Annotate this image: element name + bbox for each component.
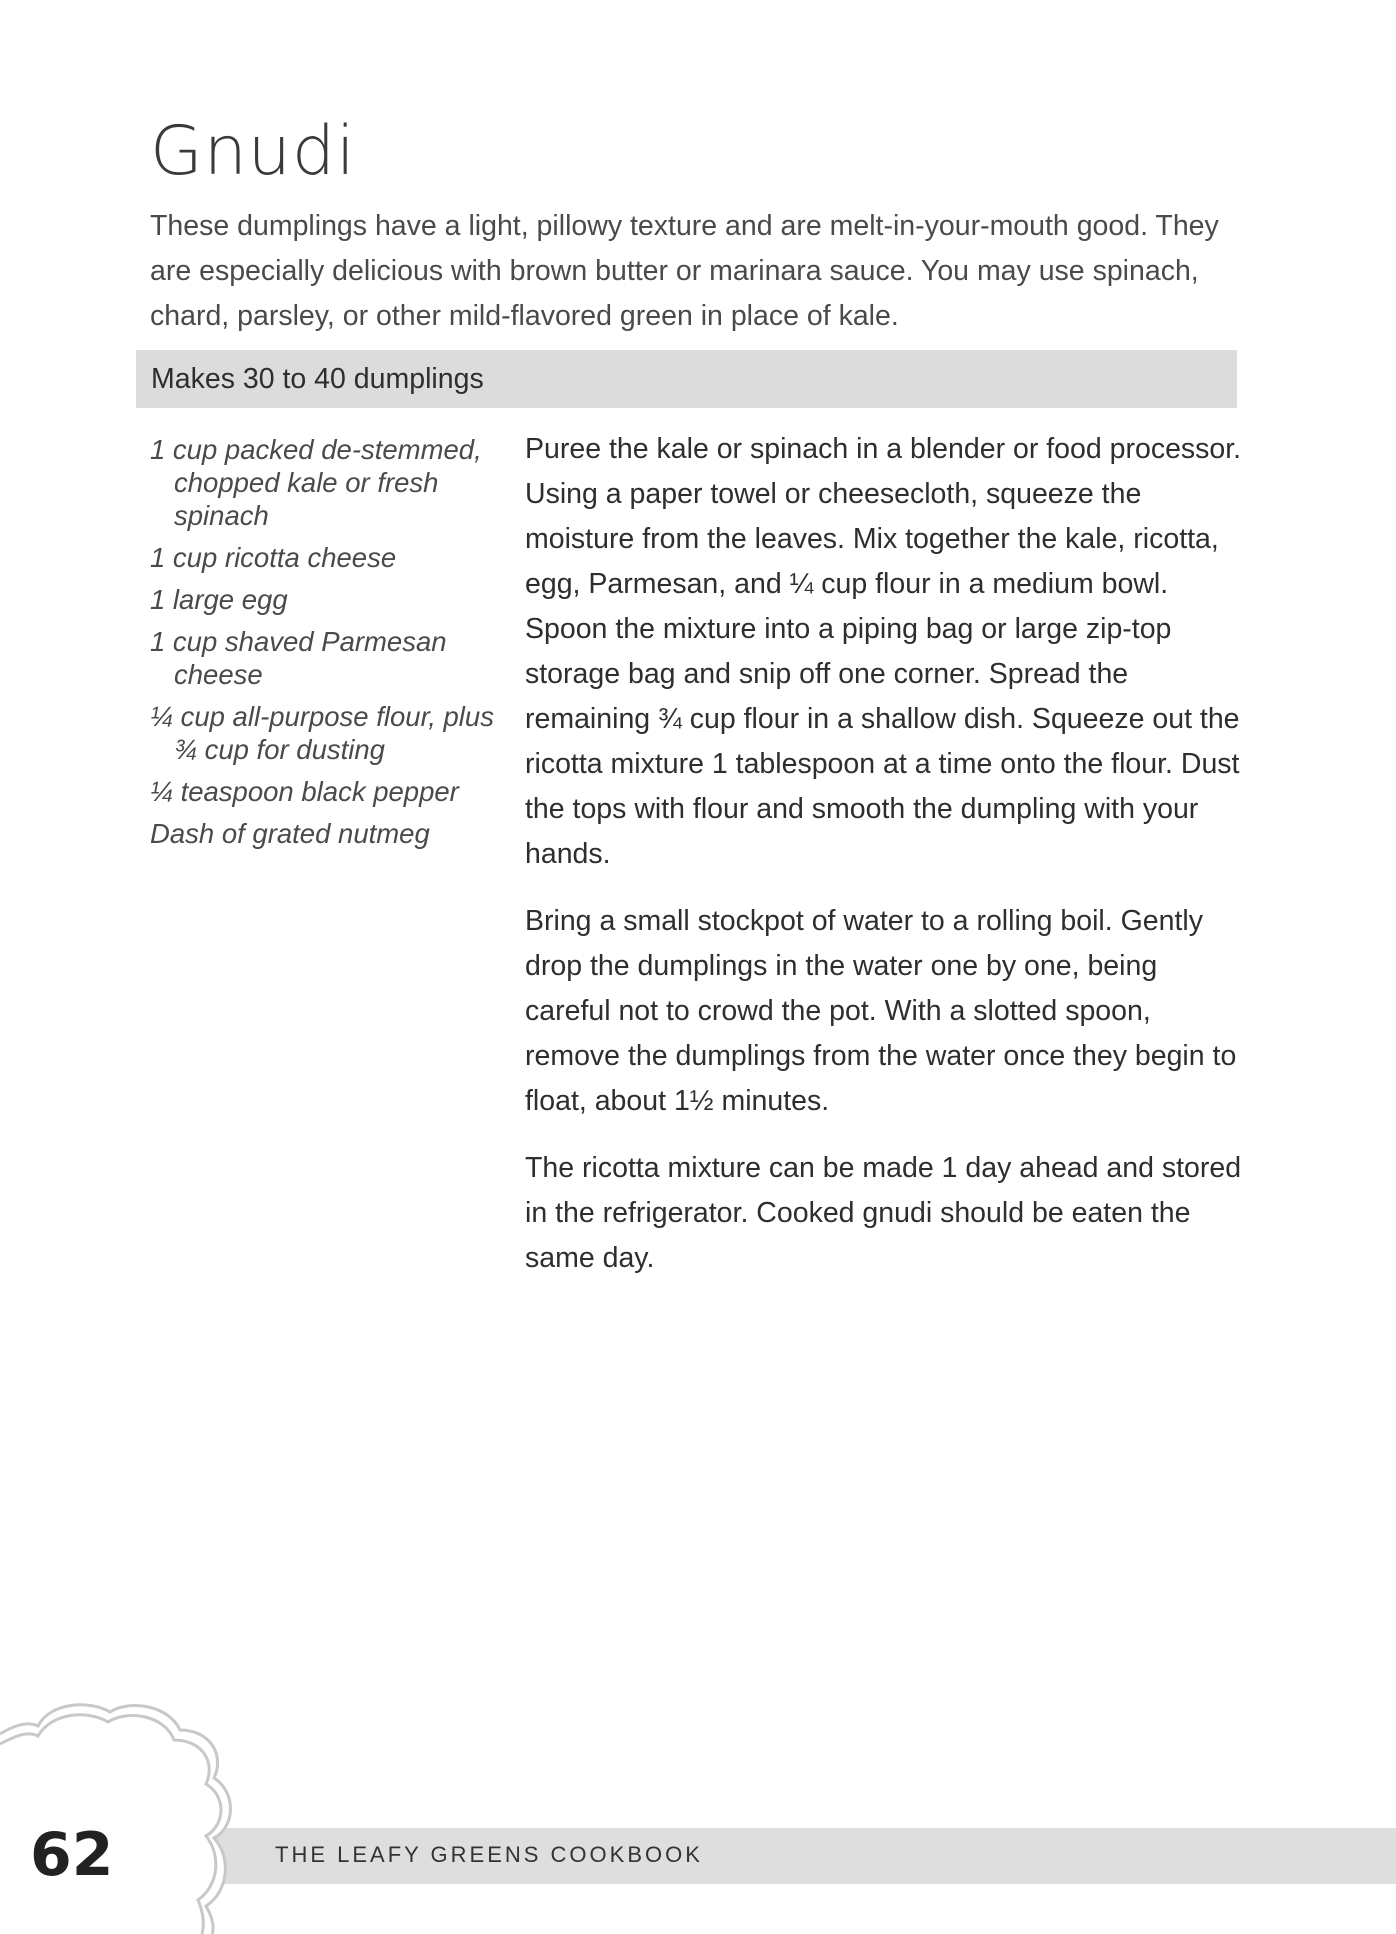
direction-paragraph: The ricotta mixture can be made 1 day ahead and stored in the refrigerator. Cooked gnudi should be eaten the same day.: [525, 1152, 1242, 1274]
ingredient-item: 1 cup ricotta cheese: [150, 542, 397, 573]
yield-bar: [136, 350, 1237, 408]
yield-text: Makes 30 to 40 dumplings: [151, 363, 484, 395]
book-title: THE LEAFY GREENS COOKBOOK: [275, 1842, 703, 1867]
ingredient-item: ¼ cup all-purpose flour, plus ¾ cup for dusting: [150, 701, 494, 765]
footer-bar: [210, 1828, 1396, 1884]
ingredient-item: 1 cup packed de-stemmed, chopped kale or fresh spinach: [150, 434, 482, 531]
cloud-decoration: [0, 1700, 260, 1934]
page-number: 62: [30, 1820, 114, 1890]
direction-paragraph: Bring a small stockpot of water to a rolling boil. Gently drop the dumplings in the water one by one, being careful not to crowd the pot. With a slotted spoon, remove the dumplings from the water once they begin to float, about 1½ minutes.: [525, 905, 1237, 1117]
direction-paragraph: Puree the kale or spinach in a blender or food processor. Using a paper towel or cheesecloth, squeeze the moisture from the leaves. Mix together the kale, ricotta, egg, Parmesan, and ¼ cup flour in a medium bowl. Spoon the mixture into a piping bag or large zip-top storage bag and snip off one corner. Spread the remaining ¾ cup flour in a shallow dish. Squeeze out the ricotta mixture 1 tablespoon at a time onto the flour. Dust the tops with flour and smooth the dumpling with your hands.: [525, 433, 1242, 870]
recipe-intro: These dumplings have a light, pillowy texture and are melt-in-your-mouth good. They are especially delicious with brown butter or marinara sauce. You may use spinach, chard, parsley, or other mild-flavored green in place of kale.: [150, 210, 1219, 332]
ingredient-item: 1 large egg: [150, 584, 288, 615]
ingredient-item: Dash of grated nutmeg: [150, 818, 430, 849]
directions: [525, 427, 1250, 1303]
ingredient-item: ¼ teaspoon black pepper: [150, 776, 459, 807]
recipe-title: Gnudi: [150, 112, 356, 191]
ingredients-list: [150, 433, 495, 859]
ingredient-item: 1 cup shaved Parmesan cheese: [150, 626, 447, 690]
